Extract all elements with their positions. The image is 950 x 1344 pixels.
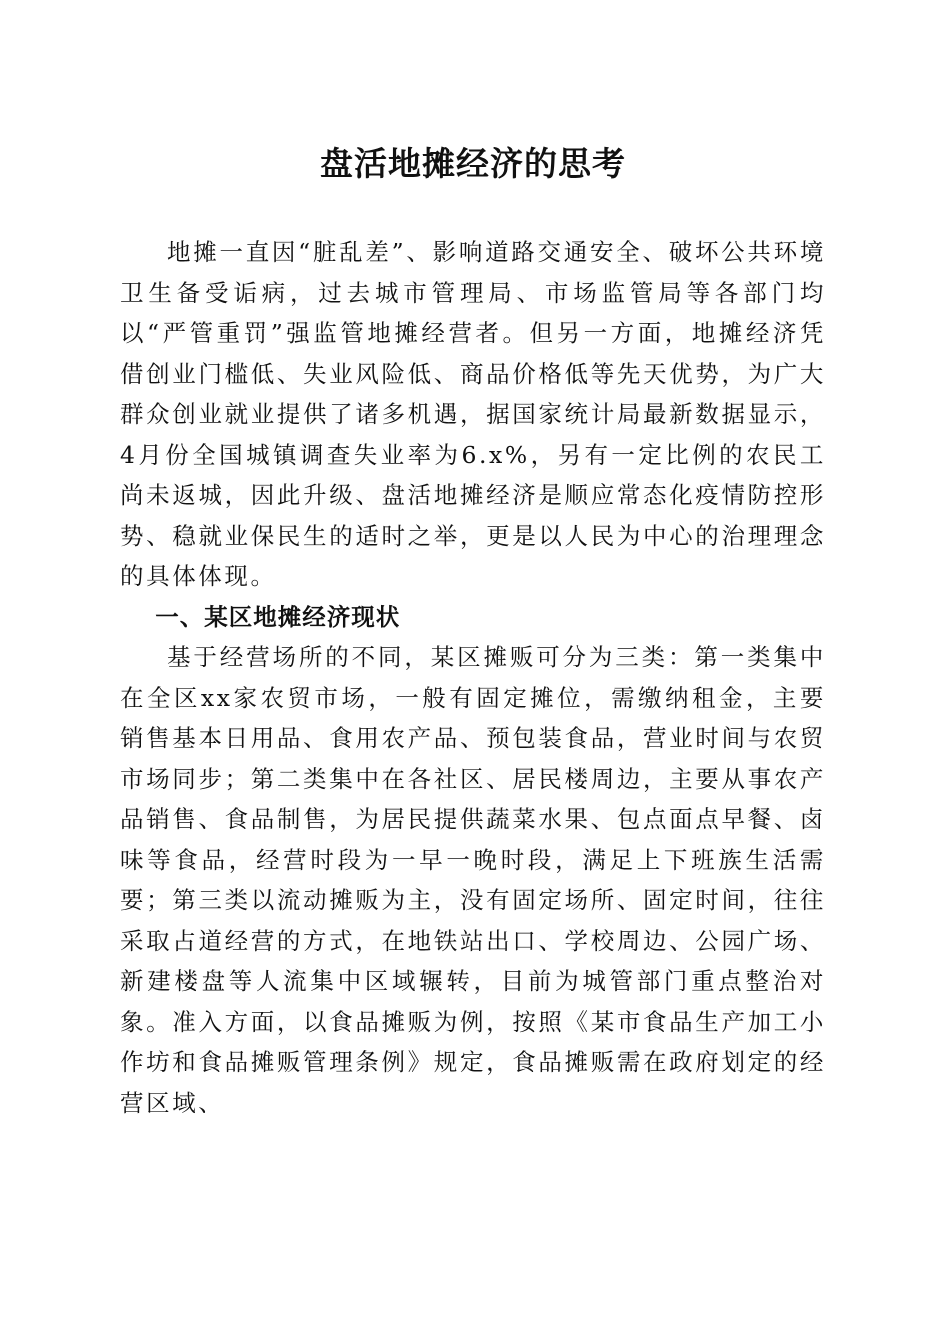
section-heading: 一、某区地摊经济现状 (155, 602, 401, 631)
section-paragraph: 基于经营场所的不同，某区摊贩可分为三类：第一类集中在全区xx家农贸市场，一般有固定摊位，需缴纳租金，主要销售基本日用品、食用农产品、预包装食品，营业时间与农贸市场同步；第二类集中在各社区、居民楼周边，主要从事农产品销售、食品制售，为居民提供蔬菜水果、包点面点早餐、卤味等食品，经营时段为一早一晚时段，满足上下班族生活需要；第三类以流动摊贩为主，没有固定场所、固定时间，往往采取占道经营的方式，在地铁站出口、学校周边、公园广场、新建楼盘等人流集中区域辗转，目前为城管部门重点整治对象。准入方面，以食品摊贩为例，按照《某市食品生产加工小作坊和食品摊贩管理条例》规定，食品摊贩需在政府划定的经营区域、 (120, 643, 826, 1117)
document-page (120, 0, 826, 1344)
document-title: 盘活地摊经济的思考 (320, 144, 626, 183)
document-body (120, 232, 826, 1123)
intro-paragraph: 地摊一直因“脏乱差”、影响道路交通安全、破坏公共环境卫生备受诟病，过去城市管理局、市场监管局等各部门均以“严管重罚”强监管地摊经营者。但另一方面，地摊经济凭借创业门槛低、失业风险低、商品价格低等先天优势，为广大群众创业就业提供了诸多机遇，据国家统计局最新数据显示，4月份全国城镇调查失业率为6.x%，另有一定比例的农民工尚未返城，因此升级、盘活地摊经济是顺应常态化疫情防控形势、稳就业保民生的适时之举，更是以人民为中心的治理理念的具体体现。 (120, 238, 826, 590)
